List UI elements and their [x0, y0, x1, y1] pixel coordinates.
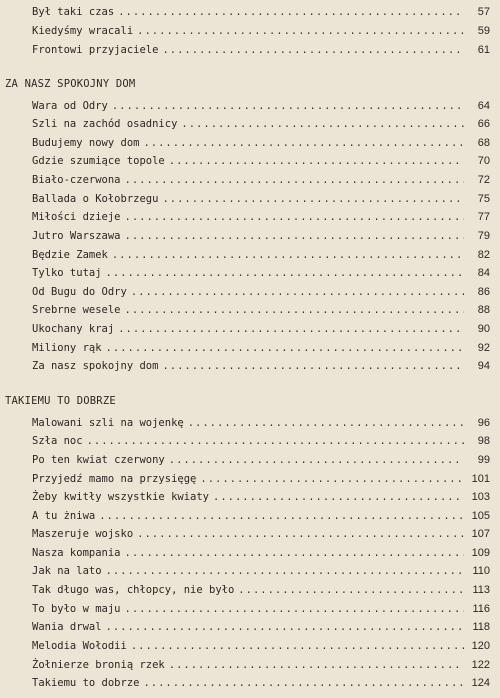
- toc-entry: [32, 655, 490, 671]
- toc-entry: [32, 506, 490, 522]
- section-heading: TAKIEMU TO DOBRZE: [5, 395, 116, 407]
- dot-leader: [162, 193, 464, 205]
- toc-entry: [32, 170, 490, 186]
- entry-title: Ukochany kraj: [32, 323, 115, 335]
- toc-entry: [32, 580, 490, 596]
- entry-title: Biało-czerwona: [32, 174, 121, 186]
- dot-leader: [99, 510, 464, 522]
- toc-entry: [32, 599, 490, 615]
- page-number: 101: [471, 473, 490, 485]
- dot-leader: [238, 584, 464, 596]
- page-number: 113: [472, 584, 490, 596]
- page-number: 118: [472, 621, 490, 633]
- dot-leader: [125, 174, 464, 186]
- toc-entry: [32, 151, 490, 167]
- toc-entry: [32, 543, 490, 559]
- entry-title: Żeby kwitły wszystkie kwiaty: [32, 491, 210, 503]
- dot-leader: [118, 6, 464, 18]
- dot-leader: [200, 473, 464, 485]
- toc-entry: [32, 356, 490, 372]
- entry-title: A tu żniwa: [32, 510, 96, 522]
- entry-title: Od Bugu do Odry: [32, 286, 127, 298]
- toc-entry: [32, 561, 490, 577]
- toc-entry: [32, 133, 490, 149]
- entry-title: Ballada o Kołobrzegu: [32, 193, 159, 205]
- entry-title: Budujemy nowy dom: [32, 137, 140, 149]
- page-number: 94: [477, 360, 490, 372]
- dot-leader: [118, 323, 464, 335]
- dot-leader: [131, 640, 464, 652]
- dot-leader: [143, 137, 464, 149]
- toc-entry: [32, 207, 490, 223]
- dot-leader: [181, 118, 464, 130]
- section-heading: ZA NASZ SPOKOJNY DOM: [5, 78, 136, 90]
- toc-entry: [32, 524, 490, 540]
- page-number: 79: [477, 230, 490, 242]
- dot-leader: [125, 304, 464, 316]
- page-number: 72: [477, 174, 490, 186]
- toc-entry: [32, 245, 490, 261]
- entry-title: Gdzie szumiące topole: [32, 155, 165, 167]
- toc-entry: [32, 300, 490, 316]
- page-number: 57: [477, 6, 490, 18]
- dot-leader: [106, 342, 464, 354]
- page-number: 109: [471, 547, 490, 559]
- page-number: 59: [477, 25, 490, 37]
- toc-entry: [32, 636, 490, 652]
- dot-leader: [125, 211, 464, 223]
- dot-leader: [125, 603, 464, 615]
- toc-entry: [32, 413, 490, 429]
- entry-title: Będzie Zamek: [32, 249, 108, 261]
- dot-leader: [106, 565, 464, 577]
- page-number: 84: [477, 267, 490, 279]
- page-number: 98: [477, 435, 490, 447]
- page-number: 107: [471, 528, 490, 540]
- dot-leader: [125, 230, 464, 242]
- dot-leader: [162, 44, 464, 56]
- entry-title: Wara od Odry: [32, 100, 108, 112]
- toc-entry: [32, 40, 490, 56]
- page-number: 110: [472, 565, 490, 577]
- dot-leader: [169, 155, 464, 167]
- page-number: 64: [477, 100, 490, 112]
- toc-entry: [32, 469, 490, 485]
- page-number: 124: [471, 677, 490, 689]
- page-number: 90: [477, 323, 490, 335]
- entry-title: Jutro Warszawa: [32, 230, 121, 242]
- toc-entry: [32, 189, 490, 205]
- dot-leader: [131, 286, 464, 298]
- entry-title: Tak długo was, chłopcy, nie było: [32, 584, 235, 596]
- page-number: 66: [477, 118, 490, 130]
- entry-title: Za nasz spokojny dom: [32, 360, 159, 372]
- dot-leader: [106, 621, 464, 633]
- toc-entry: [32, 96, 490, 112]
- page-number: 96: [477, 417, 490, 429]
- toc-entry: [32, 319, 490, 335]
- page-number: 86: [477, 286, 490, 298]
- entry-title: Wania drwal: [32, 621, 102, 633]
- entry-title: Miłości dzieje: [32, 211, 121, 223]
- entry-title: Szła noc: [32, 435, 83, 447]
- entry-title: Nasza kompania: [32, 547, 121, 559]
- entry-title: Kiedyśmy wracali: [32, 25, 134, 37]
- dot-leader: [106, 267, 464, 279]
- page-number: 61: [477, 44, 490, 56]
- toc-entry: [32, 21, 490, 37]
- dot-leader: [188, 417, 464, 429]
- entry-title: Jak na lato: [32, 565, 102, 577]
- toc-entry: [32, 617, 490, 633]
- entry-title: Po ten kwiat czerwony: [32, 454, 165, 466]
- toc-entry: [32, 114, 490, 130]
- entry-title: Był taki czas: [32, 6, 115, 18]
- entry-title: Szli na zachód osadnicy: [32, 118, 178, 130]
- entry-title: Srebrne wesele: [32, 304, 121, 316]
- entry-title: Przyjedź mamo na przysięgę: [32, 473, 197, 485]
- toc-entry: [32, 2, 490, 18]
- page-number: 105: [471, 510, 490, 522]
- dot-leader: [169, 454, 464, 466]
- entry-title: Żołnierze bronią rzek: [32, 659, 165, 671]
- page-number: 99: [477, 454, 490, 466]
- dot-leader: [112, 100, 464, 112]
- page-number: 103: [471, 491, 490, 503]
- entry-title: Tylko tutaj: [32, 267, 102, 279]
- page-number: 82: [477, 249, 490, 261]
- dot-leader: [125, 547, 464, 559]
- entry-title: Frontowi przyjaciele: [32, 44, 159, 56]
- toc-entry: [32, 487, 490, 503]
- toc-entry: [32, 282, 490, 298]
- page-number: 77: [477, 211, 490, 223]
- toc-entry: [32, 450, 490, 466]
- dot-leader: [137, 528, 464, 540]
- toc-entry: [32, 263, 490, 279]
- page-number: 120: [471, 640, 490, 652]
- entry-title: Takiemu to dobrze: [32, 677, 140, 689]
- entry-title: Maszeruje wojsko: [32, 528, 134, 540]
- page-number: 70: [477, 155, 490, 167]
- dot-leader: [162, 360, 464, 372]
- entry-title: Melodia Wołodii: [32, 640, 127, 652]
- dot-leader: [137, 25, 464, 37]
- page-number: 116: [472, 603, 490, 615]
- page-number: 122: [471, 659, 490, 671]
- entry-title: Miliony rąk: [32, 342, 102, 354]
- toc-entry: [32, 673, 490, 689]
- entry-title: Malowani szli na wojenkę: [32, 417, 184, 429]
- page-number: 68: [477, 137, 490, 149]
- page-number: 88: [477, 304, 490, 316]
- dot-leader: [112, 249, 464, 261]
- entry-title: To było w maju: [32, 603, 121, 615]
- dot-leader: [87, 435, 464, 447]
- toc-entry: [32, 431, 490, 447]
- toc-entry: [32, 226, 490, 242]
- page-number: 75: [477, 193, 490, 205]
- dot-leader: [169, 659, 464, 671]
- page-number: 92: [477, 342, 490, 354]
- dot-leader: [213, 491, 464, 503]
- toc-entry: [32, 338, 490, 354]
- dot-leader: [143, 677, 464, 689]
